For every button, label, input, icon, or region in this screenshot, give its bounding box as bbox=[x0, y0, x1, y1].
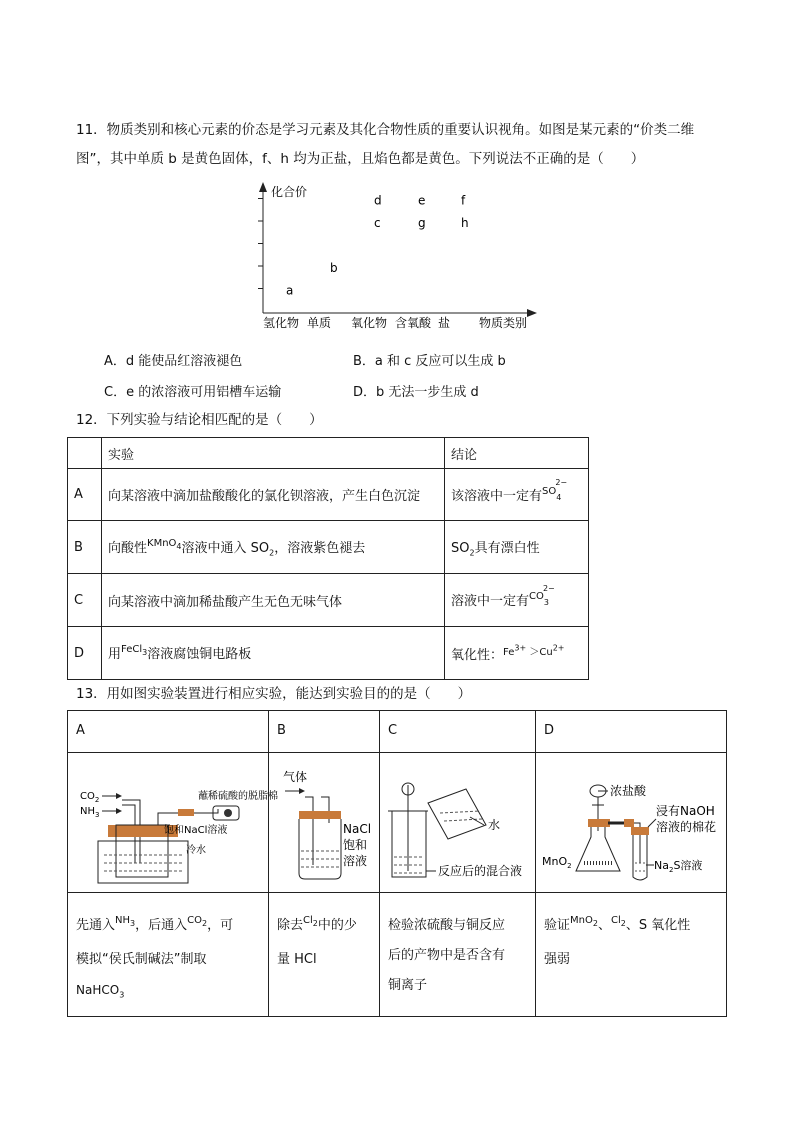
apparatus-b bbox=[269, 753, 380, 893]
flask bbox=[576, 827, 620, 871]
q11-option-a[interactable]: A．d 能使品红溶液褪色 bbox=[104, 354, 243, 369]
stopper bbox=[631, 827, 649, 835]
apparatus-a bbox=[68, 753, 278, 893]
desc-c: 检验浓硫酸与铜反应 后的产物中是否含有 铜离子 bbox=[380, 893, 536, 1017]
y-axis-label: 化合价 bbox=[271, 185, 308, 199]
b-saturated: 饱和 bbox=[343, 838, 368, 852]
col-d-header: D bbox=[536, 711, 727, 753]
row-con: 溶液中一定有$^{CO_3^{2-}}$ bbox=[445, 574, 589, 627]
y-axis-arrow bbox=[259, 182, 267, 192]
d-na2s-label: $Na_2S$溶液 bbox=[654, 859, 703, 874]
chart-point-a: a bbox=[286, 283, 294, 298]
q11-stem-line2: 图”，其中单质 b 是黄色固体，f、h 均为正盐，且焰色都是黄色。下列说法不正确的是（ ） bbox=[76, 151, 645, 167]
chart-points bbox=[286, 194, 469, 298]
row-key: B bbox=[68, 521, 102, 574]
a-water-label: 冷水 bbox=[186, 845, 206, 856]
table-header-row bbox=[68, 438, 589, 469]
a-cotton-label: 蘸稀硫酸的脱脂棉 bbox=[198, 791, 278, 802]
apparatus-b-drawing bbox=[269, 753, 379, 888]
table-row bbox=[68, 627, 589, 680]
row-exp: 向某溶液中滴加稀盐酸产生无色无味气体 bbox=[102, 574, 445, 627]
x-category-label: 盐 bbox=[438, 316, 451, 330]
x-axis-label: 物质类别 bbox=[479, 316, 528, 330]
chart-point-g: g bbox=[418, 216, 426, 230]
bottle-tubes bbox=[305, 797, 329, 865]
apparatus-a-drawing bbox=[68, 753, 278, 888]
stopper bbox=[299, 811, 341, 819]
y-ticks bbox=[258, 199, 263, 289]
description-row bbox=[68, 893, 727, 1017]
table-row bbox=[68, 521, 589, 574]
q13-table bbox=[67, 710, 727, 1017]
x-category-label: 含氧酸 bbox=[395, 316, 432, 330]
c-water-label: 水 bbox=[488, 818, 501, 832]
table-row bbox=[68, 574, 589, 627]
a-co2-label: $CO_2$ bbox=[80, 791, 100, 804]
a-nacl-label: 饱和NaCl溶液 bbox=[164, 825, 228, 836]
b-solution: 溶液 bbox=[343, 854, 368, 868]
row-exp: 向酸性$^{KMnO_4}$溶液中通入 $SO_2$，溶液紫色褪去 bbox=[102, 521, 445, 574]
gas-bottle bbox=[299, 819, 341, 879]
b-nacl: NaCl bbox=[343, 822, 372, 836]
q11-option-d[interactable]: D．b 无法一步生成 d bbox=[353, 385, 479, 400]
row-con: 该溶液中一定有$^{SO_4^{2-}}$ bbox=[445, 469, 589, 521]
apparatus-c-drawing bbox=[380, 753, 535, 888]
a-nh3-label: $NH_3$ bbox=[80, 806, 100, 819]
q12-table bbox=[67, 437, 589, 680]
con-header: 结论 bbox=[445, 438, 589, 469]
row-key: A bbox=[68, 469, 102, 521]
exp-header: 实验 bbox=[102, 438, 445, 469]
row-con: 氧化性：$^{Fe^{3+} >Cu^{2+}}$ bbox=[445, 627, 589, 680]
pouring-beaker bbox=[428, 789, 486, 839]
row-exp: 用$^{FeCl_3}$溶液腐蚀铜电路板 bbox=[102, 627, 445, 680]
chart-point-c: c bbox=[374, 216, 381, 230]
apparatus-c bbox=[380, 753, 536, 893]
row-key: D bbox=[68, 627, 102, 680]
col-a-header: A bbox=[68, 711, 269, 753]
row-con: $SO_2$具有漂白性 bbox=[445, 521, 589, 574]
chart-point-e: e bbox=[418, 193, 426, 208]
col-c-header: C bbox=[380, 711, 536, 753]
desc-d: 验证$^{MnO_2}$、$^{Cl_2}$、S 氧化性 强弱 bbox=[536, 893, 727, 1017]
valence-class-chart bbox=[255, 180, 545, 335]
lower-beaker bbox=[392, 811, 426, 877]
q12-stem: 12．下列实验与结论相匹配的是（ ） bbox=[76, 412, 323, 428]
chart-point-d: d bbox=[374, 193, 382, 208]
x-category-label: 氧化物 bbox=[351, 316, 388, 330]
b-gas-label: 气体 bbox=[283, 770, 308, 784]
chart-point-b: b bbox=[330, 261, 338, 275]
q11-option-b[interactable]: B．a 和 c 反应可以生成 b bbox=[353, 354, 506, 369]
apparatus-d bbox=[536, 753, 727, 893]
key-header-cell bbox=[68, 438, 102, 469]
col-b-header: B bbox=[269, 711, 380, 753]
row-key: C bbox=[68, 574, 102, 627]
x-axis-arrow bbox=[527, 309, 537, 317]
d-mno2-label: MnO$_2$ bbox=[542, 855, 572, 870]
q11-stem-line1: 11．物质类别和核心元素的价态是学习元素及其化合物性质的重要认识视角。如图是某元素的“价类二维 bbox=[76, 122, 695, 138]
x-category-label: 氢化物 bbox=[263, 316, 300, 330]
apparatus-d-drawing bbox=[536, 753, 726, 888]
table-row bbox=[68, 469, 589, 521]
stopper bbox=[588, 819, 610, 827]
table-header-row bbox=[68, 711, 727, 753]
x-category-labels bbox=[263, 315, 450, 330]
chart-point-f: f bbox=[461, 193, 466, 208]
desc-b: 除去$^{Cl_2}$中的少 量 HCl bbox=[269, 893, 380, 1017]
apparatus-row bbox=[68, 753, 727, 893]
d-cotton-2: 溶液的棉花 bbox=[656, 820, 717, 834]
c-mix-label: 反应后的混合液 bbox=[438, 864, 523, 878]
chart-point-h: h bbox=[461, 216, 469, 230]
d-cotton-1: 浸有NaOH bbox=[656, 804, 715, 818]
x-category-label: 单质 bbox=[307, 316, 332, 330]
d-hcl-label: 浓盐酸 bbox=[610, 784, 647, 798]
q11-option-c[interactable]: C．e 的浓溶液可用铝槽车运输 bbox=[104, 385, 282, 400]
desc-a: 先通入$^{NH_3}$，后通入$^{CO_2}$，可 模拟“侯氏制碱法”制取 NaHCO$_3$ bbox=[68, 893, 269, 1017]
q13-stem: 13．用如图实验装置进行相应实验，能达到实验目的的是（ ） bbox=[76, 686, 472, 702]
row-exp: 向某溶液中滴加盐酸酸化的氯化钡溶液，产生白色沉淀 bbox=[102, 469, 445, 521]
